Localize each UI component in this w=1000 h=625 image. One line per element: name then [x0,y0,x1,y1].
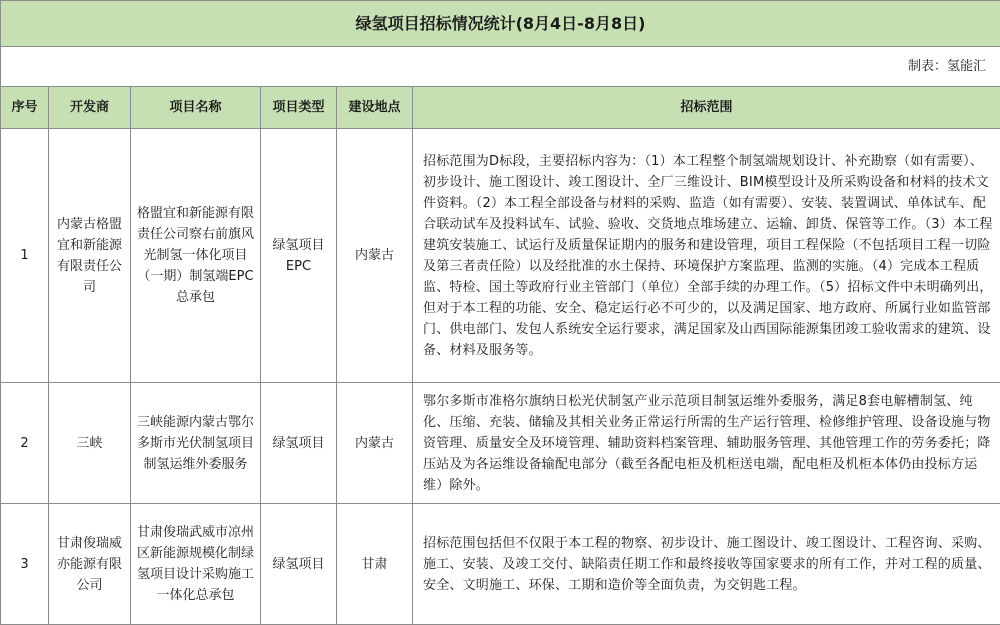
header-developer: 开发商 [49,87,131,129]
table-row [1,504,1000,625]
title-row [1,1,1000,47]
row-project-name: 三峡能源内蒙古鄂尔多斯市光伏制氢项目制氢运维外委服务 [131,383,261,504]
table-maker: 制表：氢能汇 [1,47,1000,87]
row-scope: 鄂尔多斯市准格尔旗纳日松光伏制氢产业示范项目制氢运维外委服务，满足8套电解槽制氢、纯化、压缩、充装、储输及其相关业务正常运行所需的生产运行管理、检修维护管理、设备设施与物资管理、质量安全及环境管理、辅助资料档案管理、辅助服务管理、其他管理工作的劳务委托；降压站及为各运维设备输配电部分（截至各配电柜及机柜送电端，配电柜及机柜本体仍由投标方运维）除外。 [413,383,1000,504]
row-location: 甘肃 [337,504,413,625]
row-developer: 内蒙古格盟宜和新能源有限责任公司 [49,129,131,383]
header-location: 建设地点 [337,87,413,129]
header-row [1,87,1000,129]
row-scope: 招标范围包括但不仅限于本工程的物察、初步设计、施工图设计、竣工图设计、工程咨询、采购、施工、安装、及竣工交付、缺陷责任期工作和最终接收等国家要求的所有工作，并对工程的质量、安全、文明施工、环保、工期和造价等全面负责，为交钥匙工程。 [413,504,1000,625]
row-location: 内蒙古 [337,129,413,383]
row-no: 1 [1,129,49,383]
table-row [1,129,1000,383]
row-no: 3 [1,504,49,625]
table-title: 绿氢项目招标情况统计(8月4日-8月8日) [1,1,1000,47]
row-project-type: 绿氢项目EPC [261,129,337,383]
header-scope: 招标范围 [413,87,1000,129]
row-developer: 三峡 [49,383,131,504]
row-developer: 甘肃俊瑞威亦能源有限公司 [49,504,131,625]
row-project-name: 甘肃俊瑞武威市凉州区新能源规模化制绿氢项目设计采购施工一体化总承包 [131,504,261,625]
row-location: 内蒙古 [337,383,413,504]
row-project-name: 格盟宜和新能源有限责任公司察右前旗风光制氢一体化项目（一期）制氢端EPC总承包 [131,129,261,383]
maker-row [1,47,1000,87]
header-no: 序号 [1,87,49,129]
header-project-name: 项目名称 [131,87,261,129]
row-project-type: 绿氢项目 [261,504,337,625]
row-scope: 招标范围为D标段，主要招标内容为：（1）本工程整个制氢端规划设计、补充勘察（如有需要）、初步设计、施工图设计、竣工图设计、全厂三维设计、BIM模型设计及所采购设备和材料的技术文件资料。（2）本工程全部设备与材料的采购、监造（如有需要）、安装、装置调试、单体试车、配合联动试车及投料试车、试验、验收、交货地点堆场建立、运输、卸货、保管等工作。（3）本工程建筑安装施工、试运行及质量保证期内的服务和建设管理，项目工程保险（不包括项目工程一切险及第三者责任险）以及经批准的水土保持、环境保护方案监理、监测的实施。（4）完成本工程质监、特检、国土等政府行业主管部门（单位）全部手续的办理工作。（5）招标文件中未明确列出，但对于本工程的功能、安全、稳定运行必不可少的，以及满足国家、地方政府、所属行业如监管部门、供电部门、发包人系统安全运行要求，满足国家及山西国际能源集团竣工验收需求的建筑、设备、材料及服务等。 [413,129,1000,383]
row-no: 2 [1,383,49,504]
table-row [1,383,1000,504]
row-project-type: 绿氢项目 [261,383,337,504]
header-project-type: 项目类型 [261,87,337,129]
